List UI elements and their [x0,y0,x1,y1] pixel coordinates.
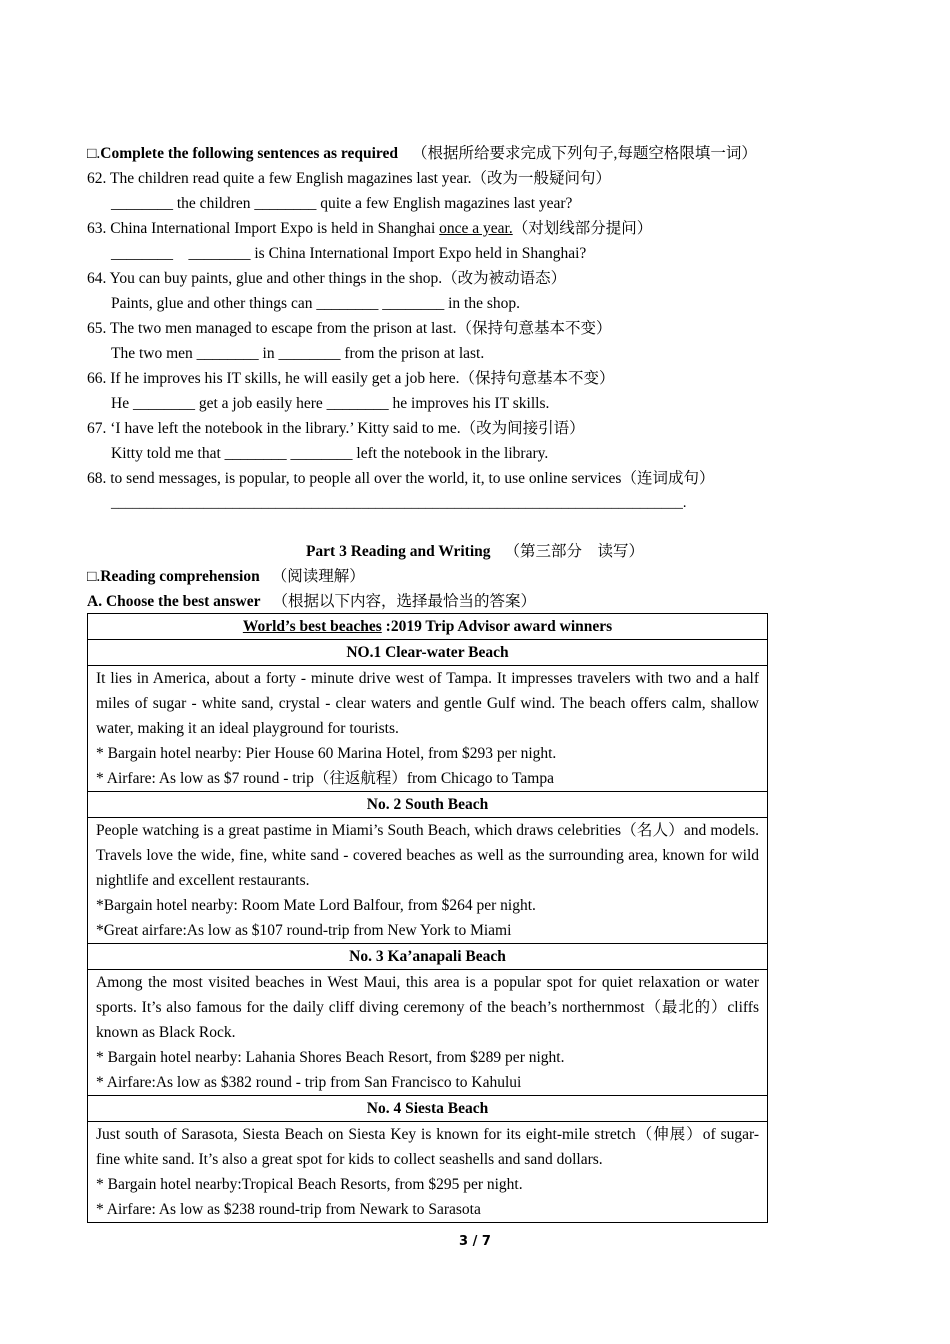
table-row [88,640,768,666]
answer-65: The two men ________ in ________ from the prison at last. [111,345,485,362]
section-title-cn: （根据所给要求完成下列句子,每题空格限填一词） [412,145,757,162]
question-66: 66. If he improves his IT skills, he will easily get a job here.（保持句意基本不变） [87,370,615,387]
beach-airfare: * Airfare: As low as $7 round - trip（往返航程）from Chicago to Tampa [96,770,554,787]
answer-67: Kitty told me that ________ ________ left the notebook in the library. [111,445,549,462]
question-64: 64. You can buy paints, glue and other things in the shop.（改为被动语态） [87,270,567,287]
table-title-row [88,614,768,640]
answer-62: ________ the children ________ quite a few English magazines last year? [111,195,573,212]
section-heading [87,141,757,166]
table-row [88,970,768,1096]
part3-title: Part 3 Reading and Writing （第三部分 读写） [305,543,645,560]
section-marker: □. [87,145,101,162]
table-row [88,1096,768,1122]
beach-hotel: * Bargain hotel nearby: Lahania Shores Beach Resort, from $289 per night. [96,1049,565,1066]
question-63: 63. China International Import Expo is held in Shanghai once a year.（对划线部分提问） [87,220,653,237]
question-62: 62. The children read quite a few English magazines last year.（改为一般疑问句） [87,170,611,187]
table-row [88,818,768,944]
beach-airfare: * Airfare:As low as $382 round - trip from San Francisco to Kahului [96,1074,522,1091]
beach-airfare: *Great airfare:As low as $107 round-trip from New York to Miami [96,922,512,939]
table-row [88,944,768,970]
question-65: 65. The two men managed to escape from the prison at last.（保持句意基本不变） [87,320,612,337]
beach-description: It lies in America, about a forty - minute drive west of Tampa. It impresses travelers with two and a half miles of sugar - white sand, crystal - clear waters and gentle Gulf wind. The beach offers calm, shallow water, making it an ideal playground for tourists. [96,670,759,737]
beach-details [88,970,768,1096]
subsection-a-heading: A. Choose the best answer （根据以下内容，选择最恰当的答案） [87,593,537,610]
beach-details [88,818,768,944]
beach-description: People watching is a great pastime in Miami’s South Beach, which draws celebrities（名人）and models. Travels love the wide, fine, white sand - covered beaches as well as the surrounding area, known for wild nightlife and excellent restaurants. [96,822,759,889]
beach-details [88,1122,768,1223]
beach-name: No. 3 Ka’anapali Beach [88,944,768,970]
beach-description: Just south of Sarasota, Siesta Beach on Siesta Key is known for its eight-mile stretch（伸展）of sugar-fine white sand. It’s also a great spot for kids to collect seashells and sand dollars. [96,1126,759,1168]
beaches-table [87,613,768,1223]
beach-name: NO.1 Clear-water Beach [88,640,768,666]
table-title: World’s best beaches :2019 Trip Advisor award winners [88,614,768,640]
answer-66: He ________ get a job easily here ________ he improves his IT skills. [111,395,550,412]
beach-name: No. 4 Siesta Beach [88,1096,768,1122]
beach-name: No. 2 South Beach [88,792,768,818]
beach-description: Among the most visited beaches in West Maui, this area is a popular spot for quiet relaxation or water sports. It’s also famous for the daily cliff diving ceremony of the beach’s northernmost（最北的）cliffs known as Black Rock. [96,974,759,1041]
beach-details [88,666,768,792]
beach-airfare: * Airfare: As low as $238 round-trip from Newark to Sarasota [96,1201,481,1218]
answer-64: Paints, glue and other things can ________ ________ in the shop. [111,295,520,312]
table-row [88,666,768,792]
table-row [88,792,768,818]
beach-hotel: *Bargain hotel nearby: Room Mate Lord Balfour, from $264 per night. [96,897,536,914]
beach-hotel: * Bargain hotel nearby: Pier House 60 Marina Hotel, from $293 per night. [96,745,557,762]
table-row [88,1122,768,1223]
page-number: 3 / 7 [459,1234,491,1249]
answer-68: ________________________________________________________________________________. [111,495,687,511]
section-title: Complete the following sentences as required [100,145,399,162]
reading-heading: □.Reading comprehension （阅读理解） [87,568,365,585]
question-67: 67. ‘I have left the notebook in the library.’ Kitty said to me.（改为间接引语） [87,420,585,437]
underlined-phrase: once a year. [439,220,513,237]
answer-63: ________ ________ is China International Import Expo held in Shanghai? [111,245,587,262]
question-68: 68. to send messages, is popular, to people all over the world, it, to use online services（连词成句） [87,470,715,487]
beach-hotel: * Bargain hotel nearby:Tropical Beach Resorts, from $295 per night. [96,1176,523,1193]
